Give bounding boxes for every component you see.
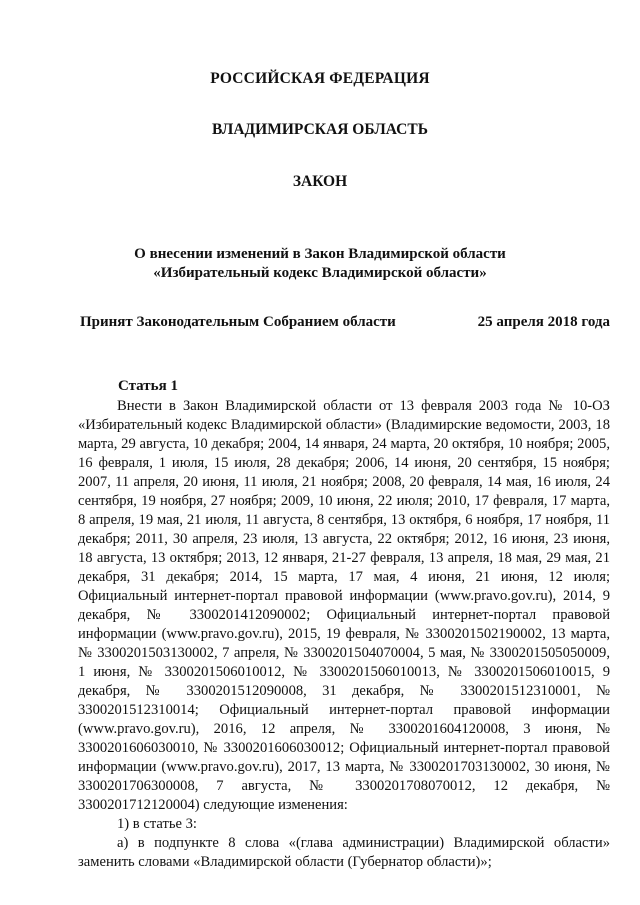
adopted-by: Принят Законодательным Собранием области [80,314,396,330]
document-type-heading: ЗАКОН [292,173,348,190]
article-item-1a: а) в подпункте 8 слова «(глава администрации) Владимирской области» заменить словами «Владимирской области (Губернатор области)»; [78,835,610,870]
law-title [0,245,640,283]
country-heading: РОССИЙСКАЯ ФЕДЕРАЦИЯ [210,70,430,87]
adoption-date: 25 апреля 2018 года [477,314,610,330]
law-title-line-1: О внесении изменений в Закон Владимирской области [134,246,506,262]
region-heading: ВЛАДИМИРСКАЯ ОБЛАСТЬ [212,121,428,138]
article-intro-paragraph: Внести в Закон Владимирской области от 13 февраля 2003 года № 10-ОЗ «Избирательный кодекс Владимирской области» (Владимирские ведомости, 2003, 18 марта, 29 августа, 10 декабря; 2004, 14 января, 24 марта, 20 октября, 10 ноября; 2005, 16 февраля, 1 июля, 15 июля, 28 декабря; 2006, 14 июня, 20 сентября, 15 ноября; 2007, 11 апреля, 20 июня, 11 июля, 21 ноября; 2008, 20 февраля, 14 мая, 16 июля, 24 сентября, 19 ноября, 27 ноября; 2009, 10 июня, 22 июля; 2010, 17 февраля, 17 марта, 8 апреля, 19 мая, 21 июля, 11 августа, 8 сентября, 13 октября, 6 ноября, 17 ноября, 11 декабря; 2011, 30 апреля, 23 июля, 13 августа, 22 октября; 2012, 16 июня, 23 июня, 18 августа, 13 октября; 2013, 12 января, 21-27 февраля, 13 апреля, 18 мая, 29 мая, 21 декабря, 31 декабря; 2014, 15 марта, 17 мая, 4 июня, 21 июня, 12 июля; Официальный интернет-портал правовой информации (www.pravo.gov.ru), 2014, 9 декабря, № 3300201412090002; Официальный интернет-портал правовой информации (www.pravo.gov.ru), 2015, 19 февраля, № 3300201502190002, 13 марта, № 3300201503130002, 7 апреля, № 3300201504070004, 5 мая, № 3300201505050009, 1 июня, № 3300201506010012, № 3300201506010013, № 3300201506010015, 9 декабря, № 3300201512090008, 31 декабря, № 3300201512310001, № 3300201512310014; Официальный интернет-портал правовой информации (www.pravo.gov.ru), 2016, 12 апреля, № 3300201604120008, 3 июня, № 3300201606030010, № 3300201606030012; Официальный интернет-портал правовой информации (www.pravo.gov.ru), 2017, 13 марта, № 3300201703130002, 30 июня, № 3300201706300008, 7 августа, № 3300201708070012, 12 декабря, № 3300201712120004) следующие изменения: [78,398,610,813]
article-item-1: 1) в статье 3: [117,816,197,832]
article-body [78,397,610,872]
law-title-line-2: «Избирательный кодекс Владимирской области» [153,265,487,281]
article-heading: Статья 1 [118,378,178,394]
